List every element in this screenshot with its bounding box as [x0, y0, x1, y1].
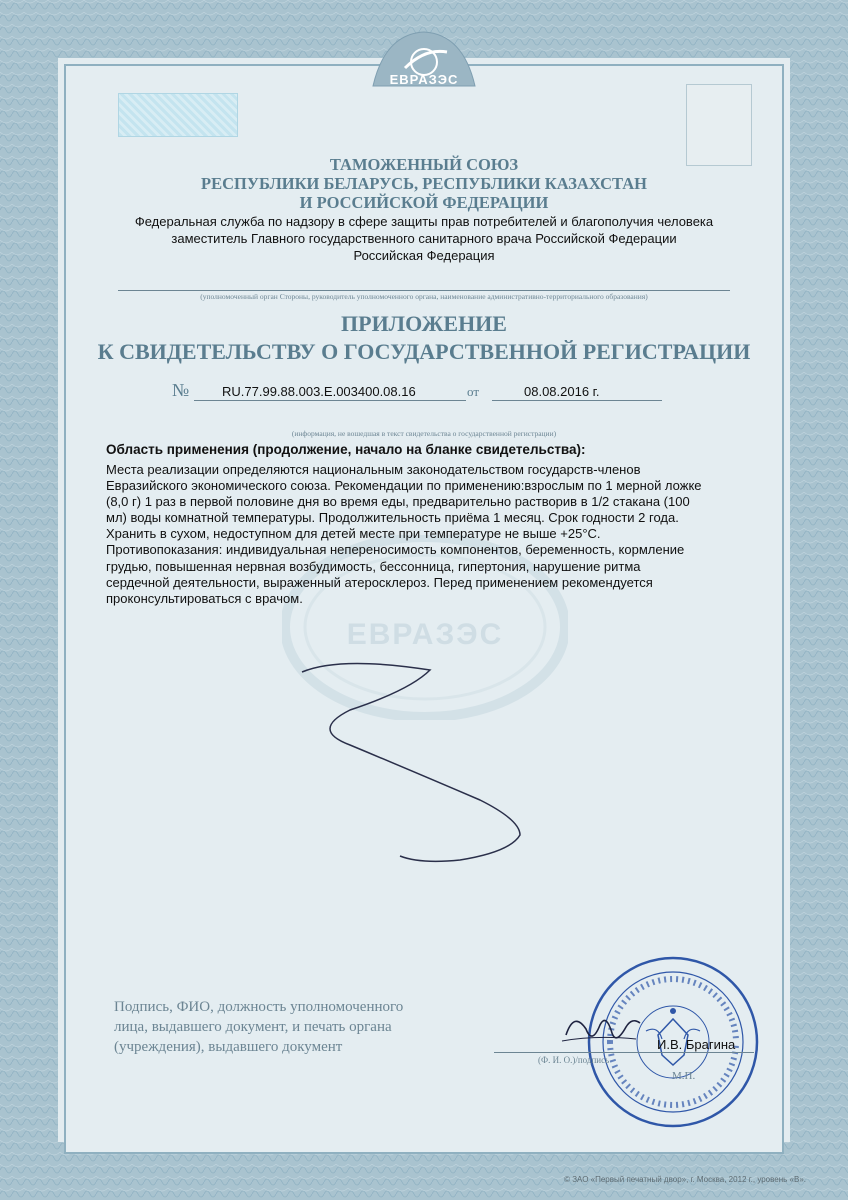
info-caption: (информация, не вошедшая в текст свидетельства о государственной регистрации) [291, 429, 557, 438]
signature-caption-line-1: Подпись, ФИО, должность уполномоченного [114, 999, 404, 1015]
scope-line: Евразийского экономического союза. Рекомендации по применению:взрослым по 1 мерной ложке [106, 478, 702, 494]
fio-caption: (Ф. И. О.)/подпись [538, 1055, 610, 1065]
scope-line: мл) воды комнатной температуры. Продолжительность приёма 1 месяц. Срок годности 2 года. [106, 510, 679, 526]
signature-caption-line-3: (учреждения), выдавшего документ [114, 1039, 343, 1055]
registration-number: RU.77.99.88.003.E.003400.08.16 [222, 384, 416, 399]
hologram-seal [118, 93, 238, 137]
scope-title: Область применения (продолжение, начало на бланке свидетельства): [106, 442, 586, 457]
union-line-3: И РОССИЙСКОЙ ФЕДЕРАЦИИ [299, 193, 549, 212]
emblem-label: ЕВРАЗЭС [389, 72, 459, 87]
union-line-2: РЕСПУБЛИКИ БЕЛАРУСЬ, РЕСПУБЛИКИ КАЗАХСТАН [201, 174, 647, 193]
watermark-text: ЕВРАЗЭС [346, 618, 504, 651]
seal-place-label: М.П. [672, 1070, 696, 1082]
scope-line: (8,0 г) 1 раз в первой половине дня во время еды, предварительно растворив в 1/2 стакана (100 [106, 494, 690, 510]
signature-underline [494, 1052, 754, 1053]
authority-line-3: Российская Федерация [353, 248, 495, 263]
number-underline [194, 400, 466, 401]
authority-caption: (уполномоченный орган Стороны, руководитель уполномоченного органа, наименование административно-территориального образования) [200, 292, 648, 301]
scope-body [106, 462, 756, 607]
title-line-1: ПРИЛОЖЕНИЕ [341, 311, 507, 336]
document-title [80, 310, 768, 366]
scope-line: грудью, повышенная нервная возбудимость, бессонница, гипертония, нарушение ритма [106, 558, 641, 574]
union-line-1: ТАМОЖЕННЫЙ СОЮЗ [329, 155, 519, 174]
blank-number-stamp [686, 84, 752, 166]
signature-caption [114, 997, 474, 1057]
z-stroke-signature-icon [290, 650, 590, 870]
eurasec-emblem-icon [365, 28, 483, 98]
number-label: № [172, 380, 190, 400]
date-label: от [467, 384, 480, 399]
printer-footer: © ЗАО «Первый печатный двор», г. Москва, 2012 г., уровень «В». [564, 1175, 806, 1184]
scope-line: проконсультироваться с врачом. [106, 590, 303, 606]
scope-line: Противопоказания: индивидуальная непереносимость компонентов, беременность, кормление [106, 542, 685, 558]
authority-line-1: Федеральная служба по надзору в сфере защиты прав потребителей и благополучия человека [134, 214, 714, 229]
scope-line: сердечной деятельности, выраженный атеросклероз. Перед применением рекомендуется [106, 574, 653, 590]
scope-line: Места реализации определяются национальным законодательством государств-членов [106, 462, 641, 477]
registration-date: 08.08.2016 г. [524, 384, 600, 399]
authority-line-2: заместитель Главного государственного санитарного врача Российской Федерации [171, 231, 677, 246]
scope-line: Хранить в сухом, недоступном для детей месте при температуре не выше +25°С. [106, 526, 601, 542]
date-underline [492, 400, 662, 401]
authority-underline [118, 290, 730, 291]
signature-caption-line-2: лица, выдавшего документ, и печать органа [114, 1019, 392, 1035]
issuing-authority [90, 213, 758, 264]
handwritten-signature-icon [556, 1005, 646, 1055]
signer-name: И.В. Брагина [657, 1037, 736, 1052]
title-line-2: К СВИДЕТЕЛЬСТВУ О ГОСУДАРСТВЕННОЙ РЕГИСТРАЦИИ [97, 339, 751, 364]
union-heading [160, 155, 688, 212]
